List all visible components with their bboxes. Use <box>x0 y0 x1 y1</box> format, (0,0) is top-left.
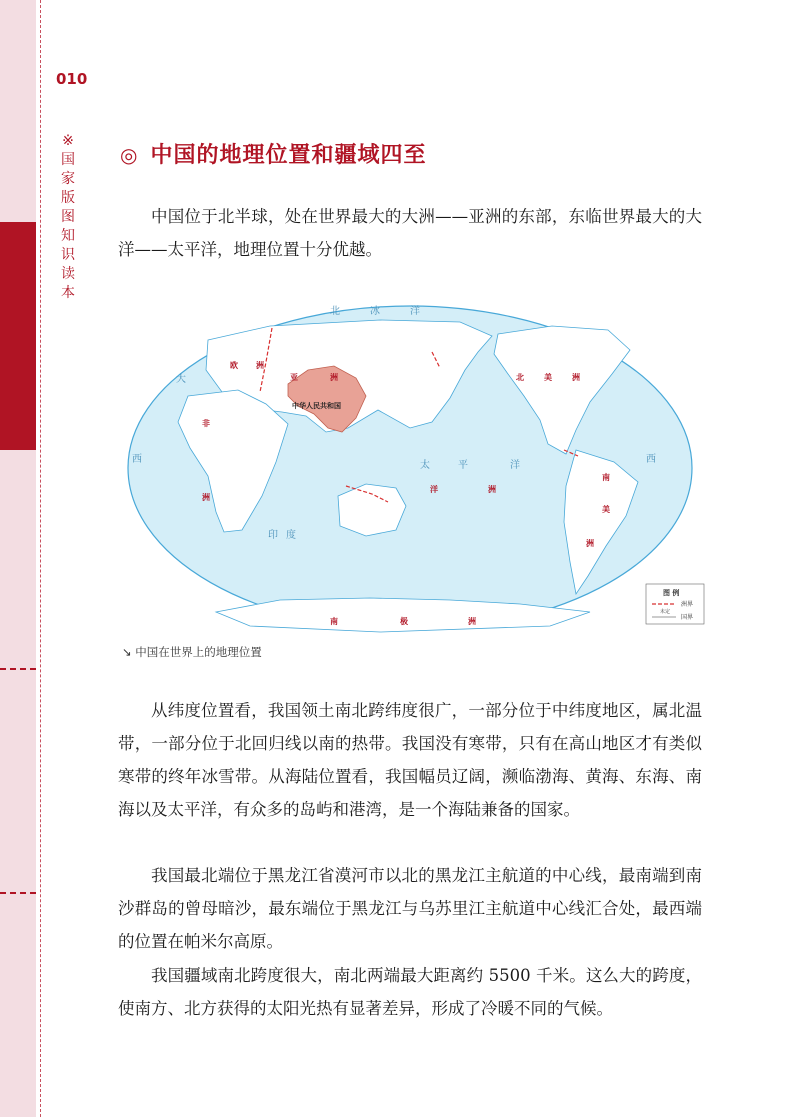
continent-label: 欧 <box>230 361 238 370</box>
continent-label: 美 <box>602 505 610 514</box>
continent-label: 洋 <box>430 485 438 494</box>
side-strip <box>0 0 36 1117</box>
side-red-block <box>0 222 36 450</box>
continent-label: 洲 <box>586 539 594 548</box>
map-caption-text: 中国在世界上的地理位置 <box>135 645 262 659</box>
continent-label: 美 <box>544 373 552 382</box>
ocean-label: 平 <box>458 460 468 471</box>
side-dashed-line <box>40 0 41 1117</box>
continent-label: 非 <box>202 419 210 428</box>
side-cut-line <box>0 892 36 894</box>
world-map <box>120 300 705 640</box>
ocean-label: 洋 <box>510 460 520 471</box>
continent-label: 洲 <box>330 373 338 382</box>
ocean-label: 北 <box>330 306 340 317</box>
legend-title: 图 例 <box>663 589 680 597</box>
ocean-label: 西 <box>132 454 142 465</box>
ocean-label: 洋 <box>410 306 420 317</box>
section-title: 中国的地理位置和疆域四至 <box>150 142 427 168</box>
continent-label: 洲 <box>202 493 210 502</box>
continent-label: 北 <box>516 373 524 382</box>
continent-label: 南 <box>330 617 338 626</box>
book-title: ※国家版图知识读本 <box>61 133 75 301</box>
ocean-label: 西 <box>646 454 656 465</box>
legend-national-label: 国界 <box>681 614 694 621</box>
body-paragraph: 从纬度位置看，我国领土南北跨纬度很广，一部分位于中纬度地区，属北温带，一部分位于北回归线以南的热带。我国没有寒带，只有在高山地区才有类似寒带的终年冰雪带。从海陆位置看，我国幅员辽阔，濒临渤海、黄海、东海、南海以及太平洋，有众多的岛屿和港湾，是一个海陆兼备的国家。 <box>118 701 702 819</box>
continent-label: 南 <box>602 473 610 482</box>
legend-continent-label: 洲界 <box>681 601 694 608</box>
continent-label: 极 <box>400 617 408 626</box>
bullet-icon: ◎ <box>120 143 139 167</box>
map-legend <box>646 584 704 624</box>
map-caption <box>122 644 262 660</box>
side-cut-line <box>0 668 36 670</box>
ocean-label: 冰 <box>370 306 380 317</box>
legend-undetermined-label: 未定 <box>660 609 671 615</box>
arrow-icon: ↘ <box>122 645 132 659</box>
body-paragraph: 我国最北端位于黑龙江省漠河市以北的黑龙江主航道的中心线，最南端到南沙群岛的曾母暗沙，最东端位于黑龙江与乌苏里江主航道中心线汇合处，最西端的位置在帕米尔高原。 <box>118 866 702 951</box>
continent-label: 洲 <box>256 361 264 370</box>
section-heading <box>120 138 426 169</box>
ocean-label: 太 <box>420 460 430 471</box>
continent-label: 亚 <box>290 373 298 382</box>
intro-paragraph: 中国位于北半球，处在世界最大的大洲——亚洲的东部，东临世界最大的大洋——太平洋，地理位置十分优越。 <box>118 207 702 259</box>
continent-label: 洲 <box>488 485 496 494</box>
ocean-label: 度 <box>286 530 296 541</box>
ocean-label: 印 <box>268 530 278 541</box>
continent-label: 洲 <box>572 373 580 382</box>
australia <box>338 484 406 536</box>
body-paragraph: 我国疆域南北跨度很大，南北两端最大距离约 5500 千米。这么大的跨度，使南方、北方获得的太阳光热有显著差异，形成了冷暖不同的气候。 <box>118 966 702 1018</box>
continent-label: 洲 <box>468 617 476 626</box>
ocean-label: 大 <box>176 374 186 385</box>
china-label: 中华人民共和国 <box>292 402 341 410</box>
page-number: 010 <box>56 70 88 88</box>
